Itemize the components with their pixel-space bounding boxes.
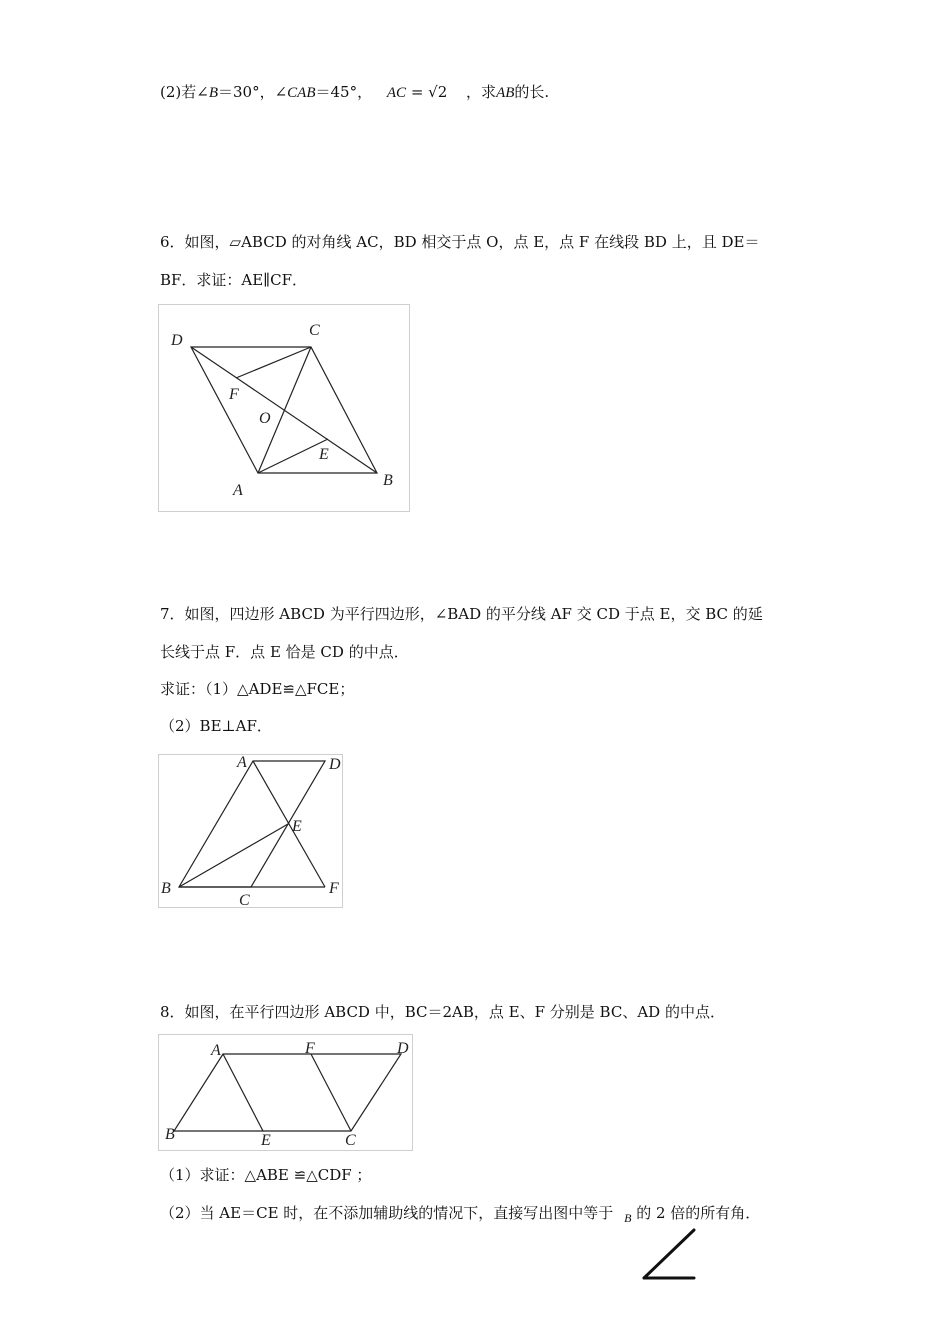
- q6-label-a: A: [233, 482, 243, 499]
- q6-label-c: C: [309, 322, 320, 339]
- q5-eq: =: [406, 83, 429, 101]
- q8-label-d: D: [397, 1040, 409, 1057]
- q5-sqrt: √2: [428, 83, 448, 101]
- q5-mid2: ＝45°，: [315, 83, 373, 101]
- q8-label-b: B: [165, 1126, 175, 1143]
- q7-label-a: A: [237, 755, 247, 771]
- q5-mid3: ，求: [466, 83, 497, 101]
- q5-suffix: 的长.: [514, 83, 550, 101]
- q7-label-d: D: [329, 756, 341, 773]
- q7-line3: 求证：（1）△ADE≌△FCE；: [160, 680, 355, 698]
- q7-label-f: F: [329, 880, 339, 897]
- q5-mid1: ＝30°，∠: [218, 83, 288, 101]
- q8-label-f: F: [305, 1040, 315, 1057]
- q6-label-d: D: [171, 332, 183, 349]
- q5-part2-text: [160, 82, 549, 103]
- q6-label-f: F: [229, 386, 239, 403]
- q8-figure: [158, 1034, 413, 1151]
- q5-ac: AC: [386, 85, 407, 101]
- q7-label-e: E: [292, 818, 302, 835]
- q6-line2: BF．求证：AE∥CF．: [160, 271, 308, 289]
- q7-figure: [158, 754, 343, 908]
- q5-angle-cab: CAB: [287, 85, 316, 101]
- q6-label-o: O: [259, 410, 271, 427]
- q7-line4: （2）BE⊥AF．: [160, 717, 272, 735]
- q7-line2: 长线于点 F．点 E 恰是 CD 的中点．: [160, 643, 409, 661]
- q8-line3-angle-b: B: [624, 1211, 632, 1225]
- q8-label-a: A: [211, 1042, 221, 1059]
- q6-line1: 6．如图，▱ABCD 的对角线 AC，BD 相交于点 O，点 E，点 F 在线段 BD 上，且 DE＝: [160, 233, 760, 251]
- q5-prefix: (2)若∠: [160, 83, 209, 101]
- q8-line3-post: 的 2 倍的所有角．: [636, 1204, 761, 1222]
- q8-line1: 8．如图，在平行四边形 ABCD 中，BC＝2AB，点 E、F 分别是 BC、AD 的中点．: [160, 1003, 725, 1021]
- q7-label-c: C: [239, 892, 250, 907]
- q8-label-e: E: [261, 1132, 271, 1149]
- q8-line3: [160, 1203, 760, 1224]
- q8-line3-pre: （2）当 AE＝CE 时，在不添加辅助线的情况下，直接写出图中等于: [160, 1204, 614, 1222]
- q8-label-c: C: [345, 1132, 356, 1149]
- q7-line1: 7．如图，四边形 ABCD 为平行四边形，∠BAD 的平分线 AF 交 CD 于点 E，交 BC 的延: [160, 605, 763, 623]
- q6-label-b: B: [383, 472, 393, 489]
- q8-line2: （1）求证：△ABE ≌△CDF ；: [160, 1166, 372, 1184]
- q5-ab: AB: [496, 85, 515, 101]
- angle-symbol-icon: [640, 1226, 700, 1286]
- q6-figure: [158, 304, 410, 512]
- q7-label-b: B: [161, 880, 171, 897]
- q5-angle-b: B: [208, 85, 218, 101]
- q6-label-e: E: [319, 446, 329, 463]
